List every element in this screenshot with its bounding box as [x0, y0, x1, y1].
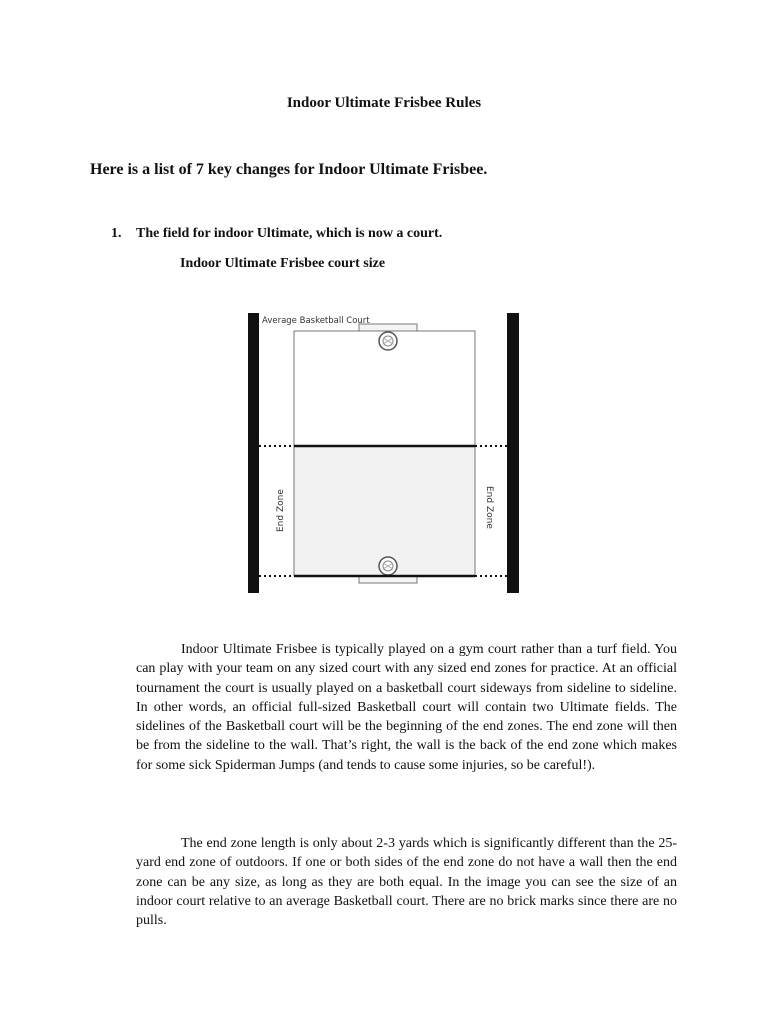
- court-diagram-svg: [240, 308, 530, 598]
- figure-caption: Indoor Ultimate Frisbee court size: [180, 256, 386, 271]
- list-item-1: [111, 226, 442, 242]
- wall-label-right: WALL: [506, 420, 519, 451]
- endzone-label-right: End Zone: [484, 486, 494, 529]
- list-item-number: 1.: [111, 226, 122, 241]
- court-diagram: [240, 308, 530, 598]
- endzone-label-left: End Zone: [276, 489, 286, 532]
- court-lower-shading: [294, 446, 475, 576]
- right-wall: [507, 313, 519, 593]
- paragraph-2: The end zone length is only about 2-3 yards which is significantly different than the 25-yard end zone of outdoors. If one or both sides of the end zone do not have a wall then the end zone can be any size, as long as they are both equal. In the image you can see the size of an indoor court relative to an average Basketball court. There are no brick marks since there are no pulls.: [136, 836, 677, 929]
- document-subtitle: Here is a list of 7 key changes for Indoor Ultimate Frisbee.: [90, 161, 488, 178]
- document-title: Indoor Ultimate Frisbee Rules: [286, 95, 482, 111]
- top-hoop-icon: [379, 332, 397, 350]
- bottom-hoop-icon: [379, 557, 397, 575]
- wall-label-left: WALL: [247, 432, 260, 463]
- paragraph-1: Indoor Ultimate Frisbee is typically played on a gym court rather than a turf field. You can play with your team on any sized court with any sized end zones for practice. At an official tournament the court is usually played on a basketball court sideways from sideline to sideline. In other words, an official full-sized Basketball court will contain two Ultimate fields. The sidelines of the Basketball court will be the beginning of the end zones. The end zone will then be from the sideline to the wall. That’s right, the wall is the back of the end zone which makes for some sick Spiderman Jumps (and tends to cause some injuries, so be careful!).: [136, 642, 677, 773]
- list-item-text: The field for indoor Ultimate, which is now a court.: [136, 226, 443, 241]
- court-label: Average Basketball Court: [262, 316, 370, 326]
